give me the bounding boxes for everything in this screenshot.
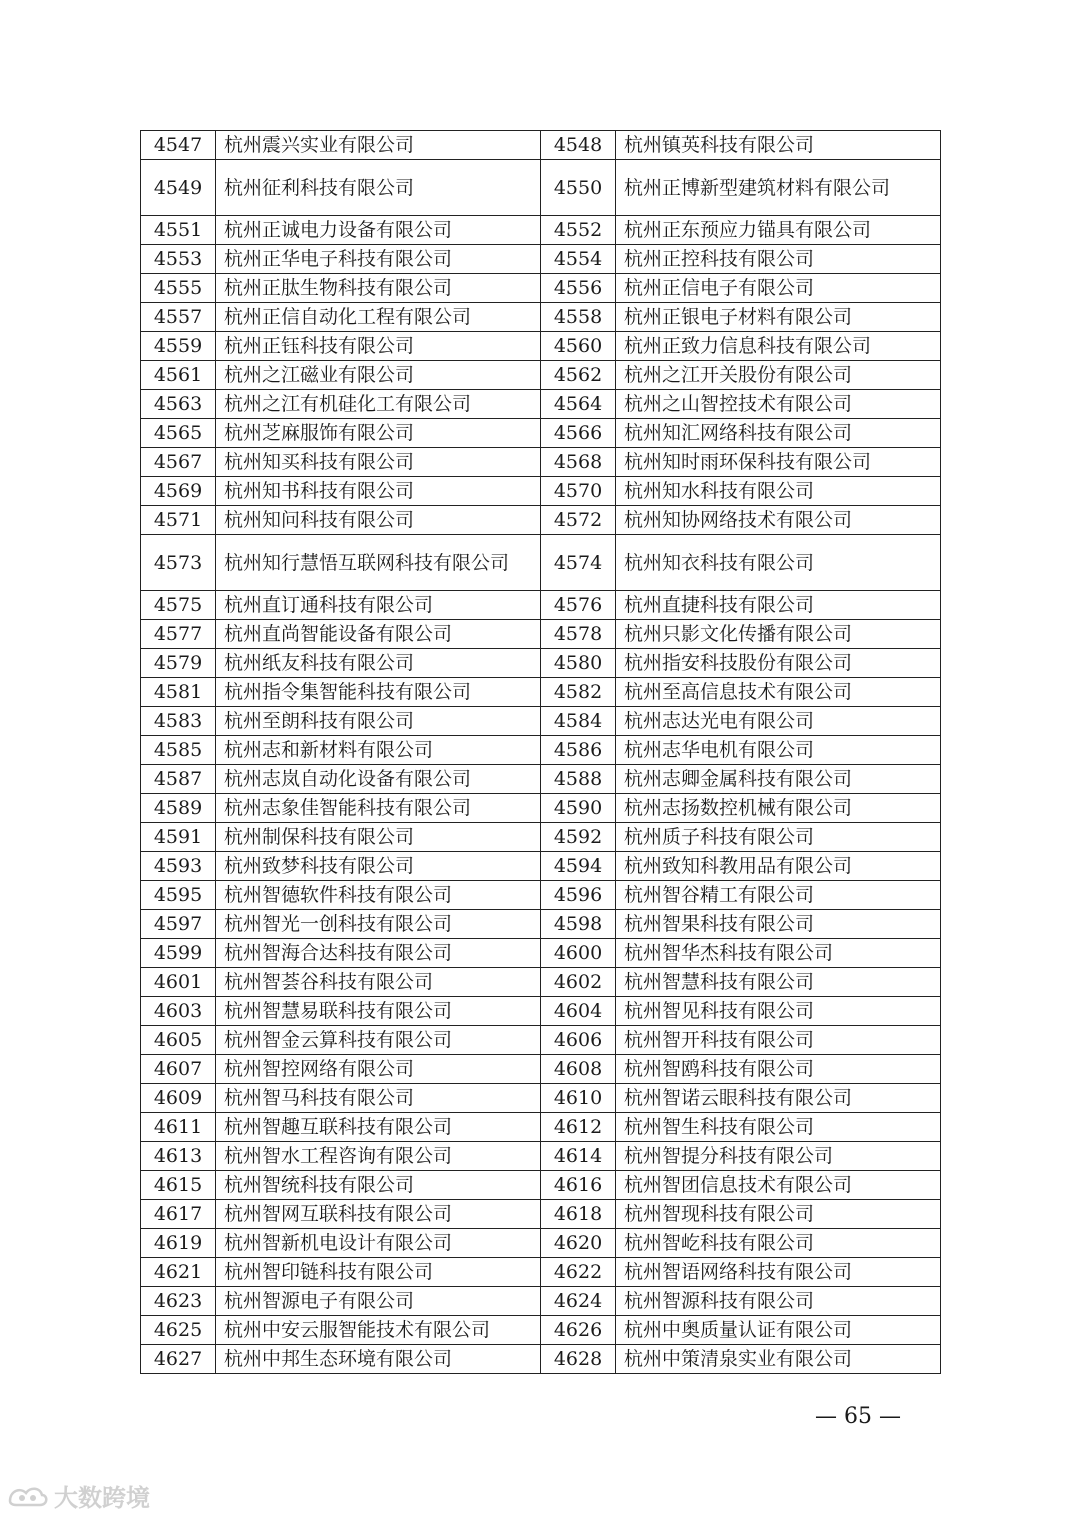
company-name: 杭州知协网络技术有限公司 (616, 506, 941, 535)
company-name: 杭州智马科技有限公司 (216, 1084, 541, 1113)
table-row (141, 1084, 941, 1113)
entry-number: 4569 (141, 477, 216, 506)
company-name: 杭州智语网络科技有限公司 (616, 1258, 941, 1287)
table-row (141, 535, 941, 591)
company-name: 杭州纸友科技有限公司 (216, 649, 541, 678)
company-name: 杭州正钰科技有限公司 (216, 332, 541, 361)
company-name: 杭州智慧科技有限公司 (616, 968, 941, 997)
company-name: 杭州正信自动化工程有限公司 (216, 303, 541, 332)
entry-number: 4607 (141, 1055, 216, 1084)
company-name: 杭州正诚电力设备有限公司 (216, 216, 541, 245)
page-number: — 65 — (815, 1404, 901, 1429)
table-row (141, 477, 941, 506)
table-row (141, 1200, 941, 1229)
entry-number: 4551 (141, 216, 216, 245)
entry-number: 4615 (141, 1171, 216, 1200)
company-name: 杭州正肽生物科技有限公司 (216, 274, 541, 303)
company-name: 杭州中策清泉实业有限公司 (616, 1345, 941, 1374)
table-row (141, 1229, 941, 1258)
entry-number: 4628 (541, 1345, 616, 1374)
entry-number: 4626 (541, 1316, 616, 1345)
company-name: 杭州征利科技有限公司 (216, 160, 541, 216)
entry-number: 4593 (141, 852, 216, 881)
entry-number: 4575 (141, 591, 216, 620)
entry-number: 4561 (141, 361, 216, 390)
entry-number: 4624 (541, 1287, 616, 1316)
company-name: 杭州智源科技有限公司 (616, 1287, 941, 1316)
entry-number: 4567 (141, 448, 216, 477)
entry-number: 4568 (541, 448, 616, 477)
table-row (141, 448, 941, 477)
entry-number: 4548 (541, 131, 616, 160)
table-row (141, 390, 941, 419)
table-row (141, 1142, 941, 1171)
entry-number: 4547 (141, 131, 216, 160)
company-name: 杭州知书科技有限公司 (216, 477, 541, 506)
table-row (141, 968, 941, 997)
entry-number: 4601 (141, 968, 216, 997)
table-row (141, 1026, 941, 1055)
table-row (141, 1258, 941, 1287)
company-name: 杭州志岚自动化设备有限公司 (216, 765, 541, 794)
company-name: 杭州智印链科技有限公司 (216, 1258, 541, 1287)
company-name: 杭州智提分科技有限公司 (616, 1142, 941, 1171)
entry-number: 4612 (541, 1113, 616, 1142)
company-name: 杭州正东预应力锚具有限公司 (616, 216, 941, 245)
entry-number: 4617 (141, 1200, 216, 1229)
table-row (141, 506, 941, 535)
table-row (141, 852, 941, 881)
entry-number: 4578 (541, 620, 616, 649)
company-name: 杭州智金云算科技有限公司 (216, 1026, 541, 1055)
table-row (141, 736, 941, 765)
company-name: 杭州智见科技有限公司 (616, 997, 941, 1026)
company-name: 杭州致知科教用品有限公司 (616, 852, 941, 881)
table-row (141, 765, 941, 794)
table-row (141, 591, 941, 620)
table-row (141, 939, 941, 968)
entry-number: 4560 (541, 332, 616, 361)
table-row (141, 997, 941, 1026)
entry-number: 4582 (541, 678, 616, 707)
entry-number: 4581 (141, 678, 216, 707)
entry-number: 4555 (141, 274, 216, 303)
entry-number: 4553 (141, 245, 216, 274)
company-name: 杭州致梦科技有限公司 (216, 852, 541, 881)
table-row (141, 649, 941, 678)
entry-number: 4597 (141, 910, 216, 939)
company-name: 杭州志和新材料有限公司 (216, 736, 541, 765)
company-name: 杭州之山智控技术有限公司 (616, 390, 941, 419)
company-name: 杭州指令集智能科技有限公司 (216, 678, 541, 707)
entry-number: 4565 (141, 419, 216, 448)
entry-number: 4584 (541, 707, 616, 736)
company-name: 杭州正控科技有限公司 (616, 245, 941, 274)
entry-number: 4616 (541, 1171, 616, 1200)
company-name: 杭州制保科技有限公司 (216, 823, 541, 852)
entry-number: 4614 (541, 1142, 616, 1171)
table-row (141, 131, 941, 160)
company-name: 杭州智果科技有限公司 (616, 910, 941, 939)
entry-number: 4590 (541, 794, 616, 823)
company-name: 杭州之江有机硅化工有限公司 (216, 390, 541, 419)
company-name: 杭州智华杰科技有限公司 (616, 939, 941, 968)
company-name: 杭州智生科技有限公司 (616, 1113, 941, 1142)
company-name: 杭州至朗科技有限公司 (216, 707, 541, 736)
entry-number: 4621 (141, 1258, 216, 1287)
table-row (141, 1316, 941, 1345)
company-name: 杭州之江磁业有限公司 (216, 361, 541, 390)
company-name: 杭州正银电子材料有限公司 (616, 303, 941, 332)
company-name: 杭州智谷精工有限公司 (616, 881, 941, 910)
company-name: 杭州知时雨环保科技有限公司 (616, 448, 941, 477)
entry-number: 4595 (141, 881, 216, 910)
company-name: 杭州至高信息技术有限公司 (616, 678, 941, 707)
company-name: 杭州质子科技有限公司 (616, 823, 941, 852)
company-name: 杭州知问科技有限公司 (216, 506, 541, 535)
entry-number: 4562 (541, 361, 616, 390)
table-row (141, 620, 941, 649)
entry-number: 4557 (141, 303, 216, 332)
entry-number: 4579 (141, 649, 216, 678)
company-name: 杭州智统科技有限公司 (216, 1171, 541, 1200)
entry-number: 4599 (141, 939, 216, 968)
table-row (141, 361, 941, 390)
entry-number: 4609 (141, 1084, 216, 1113)
company-name: 杭州只影文化传播有限公司 (616, 620, 941, 649)
company-name: 杭州知行慧悟互联网科技有限公司 (216, 535, 541, 591)
table-row (141, 794, 941, 823)
table-row (141, 245, 941, 274)
entry-number: 4610 (541, 1084, 616, 1113)
company-name: 杭州镇英科技有限公司 (616, 131, 941, 160)
company-name: 杭州中邦生态环境有限公司 (216, 1345, 541, 1374)
entry-number: 4572 (541, 506, 616, 535)
entry-number: 4613 (141, 1142, 216, 1171)
entry-number: 4598 (541, 910, 616, 939)
company-name: 杭州智海合达科技有限公司 (216, 939, 541, 968)
entry-number: 4549 (141, 160, 216, 216)
entry-number: 4589 (141, 794, 216, 823)
company-name: 杭州智诺云眼科技有限公司 (616, 1084, 941, 1113)
company-name: 杭州知买科技有限公司 (216, 448, 541, 477)
company-name: 杭州智源电子有限公司 (216, 1287, 541, 1316)
company-name: 杭州知汇网络科技有限公司 (616, 419, 941, 448)
entry-number: 4606 (541, 1026, 616, 1055)
table-row (141, 1113, 941, 1142)
company-name: 杭州智荟谷科技有限公司 (216, 968, 541, 997)
company-name: 杭州智新机电设计有限公司 (216, 1229, 541, 1258)
watermark-logo-icon (6, 1483, 50, 1509)
company-name: 杭州中安云服智能技术有限公司 (216, 1316, 541, 1345)
entry-number: 4625 (141, 1316, 216, 1345)
company-name: 杭州知水科技有限公司 (616, 477, 941, 506)
entry-number: 4608 (541, 1055, 616, 1084)
entry-number: 4594 (541, 852, 616, 881)
entry-number: 4570 (541, 477, 616, 506)
entry-number: 4623 (141, 1287, 216, 1316)
table-row (141, 1287, 941, 1316)
entry-number: 4604 (541, 997, 616, 1026)
company-name: 杭州智光一创科技有限公司 (216, 910, 541, 939)
table-row (141, 332, 941, 361)
company-name: 杭州志华电机有限公司 (616, 736, 941, 765)
company-name: 杭州震兴实业有限公司 (216, 131, 541, 160)
table-row (141, 274, 941, 303)
company-name: 杭州智水工程咨询有限公司 (216, 1142, 541, 1171)
entry-number: 4566 (541, 419, 616, 448)
entry-number: 4556 (541, 274, 616, 303)
entry-number: 4563 (141, 390, 216, 419)
company-name: 杭州智鸥科技有限公司 (616, 1055, 941, 1084)
entry-number: 4554 (541, 245, 616, 274)
entry-number: 4592 (541, 823, 616, 852)
table-row (141, 707, 941, 736)
company-name: 杭州中奥质量认证有限公司 (616, 1316, 941, 1345)
company-name: 杭州智屹科技有限公司 (616, 1229, 941, 1258)
company-name: 杭州直订通科技有限公司 (216, 591, 541, 620)
entry-number: 4576 (541, 591, 616, 620)
table-row (141, 678, 941, 707)
company-name: 杭州志达光电有限公司 (616, 707, 941, 736)
table-row (141, 1345, 941, 1374)
table-row (141, 303, 941, 332)
company-name: 杭州智控网络有限公司 (216, 1055, 541, 1084)
table-row (141, 1171, 941, 1200)
company-name: 杭州正华电子科技有限公司 (216, 245, 541, 274)
table-row (141, 419, 941, 448)
entry-number: 4611 (141, 1113, 216, 1142)
company-name: 杭州芝麻服饰有限公司 (216, 419, 541, 448)
company-name: 杭州智德软件科技有限公司 (216, 881, 541, 910)
entry-number: 4571 (141, 506, 216, 535)
entry-number: 4622 (541, 1258, 616, 1287)
entry-number: 4587 (141, 765, 216, 794)
entry-number: 4618 (541, 1200, 616, 1229)
entry-number: 4588 (541, 765, 616, 794)
watermark (6, 1478, 150, 1513)
entry-number: 4580 (541, 649, 616, 678)
entry-number: 4620 (541, 1229, 616, 1258)
company-name: 杭州志象佳智能科技有限公司 (216, 794, 541, 823)
company-name: 杭州智网互联科技有限公司 (216, 1200, 541, 1229)
entry-number: 4619 (141, 1229, 216, 1258)
company-name: 杭州之江开关股份有限公司 (616, 361, 941, 390)
company-name: 杭州指安科技股份有限公司 (616, 649, 941, 678)
company-name: 杭州志扬数控机械有限公司 (616, 794, 941, 823)
entry-number: 4603 (141, 997, 216, 1026)
company-name: 杭州智现科技有限公司 (616, 1200, 941, 1229)
entry-number: 4573 (141, 535, 216, 591)
company-name: 杭州知衣科技有限公司 (616, 535, 941, 591)
company-name: 杭州正博新型建筑材料有限公司 (616, 160, 941, 216)
entry-number: 4602 (541, 968, 616, 997)
table-row (141, 160, 941, 216)
entry-number: 4564 (541, 390, 616, 419)
company-name: 杭州智慧易联科技有限公司 (216, 997, 541, 1026)
company-list-table (140, 130, 941, 1374)
company-name: 杭州智开科技有限公司 (616, 1026, 941, 1055)
entry-number: 4596 (541, 881, 616, 910)
entry-number: 4574 (541, 535, 616, 591)
table-row (141, 1055, 941, 1084)
table-body (141, 131, 941, 1374)
company-name: 杭州正信电子有限公司 (616, 274, 941, 303)
entry-number: 4552 (541, 216, 616, 245)
company-name: 杭州智团信息技术有限公司 (616, 1171, 941, 1200)
watermark-text: 大数跨境 (54, 1484, 150, 1512)
table-row (141, 881, 941, 910)
table-row (141, 216, 941, 245)
entry-number: 4586 (541, 736, 616, 765)
table-row (141, 910, 941, 939)
entry-number: 4559 (141, 332, 216, 361)
entry-number: 4550 (541, 160, 616, 216)
entry-number: 4591 (141, 823, 216, 852)
entry-number: 4583 (141, 707, 216, 736)
company-name: 杭州志卿金属科技有限公司 (616, 765, 941, 794)
entry-number: 4577 (141, 620, 216, 649)
table-row (141, 823, 941, 852)
entry-number: 4558 (541, 303, 616, 332)
entry-number: 4627 (141, 1345, 216, 1374)
company-name: 杭州直捷科技有限公司 (616, 591, 941, 620)
company-name: 杭州直尚智能设备有限公司 (216, 620, 541, 649)
entry-number: 4600 (541, 939, 616, 968)
company-name: 杭州正致力信息科技有限公司 (616, 332, 941, 361)
company-name: 杭州智趣互联科技有限公司 (216, 1113, 541, 1142)
entry-number: 4585 (141, 736, 216, 765)
entry-number: 4605 (141, 1026, 216, 1055)
